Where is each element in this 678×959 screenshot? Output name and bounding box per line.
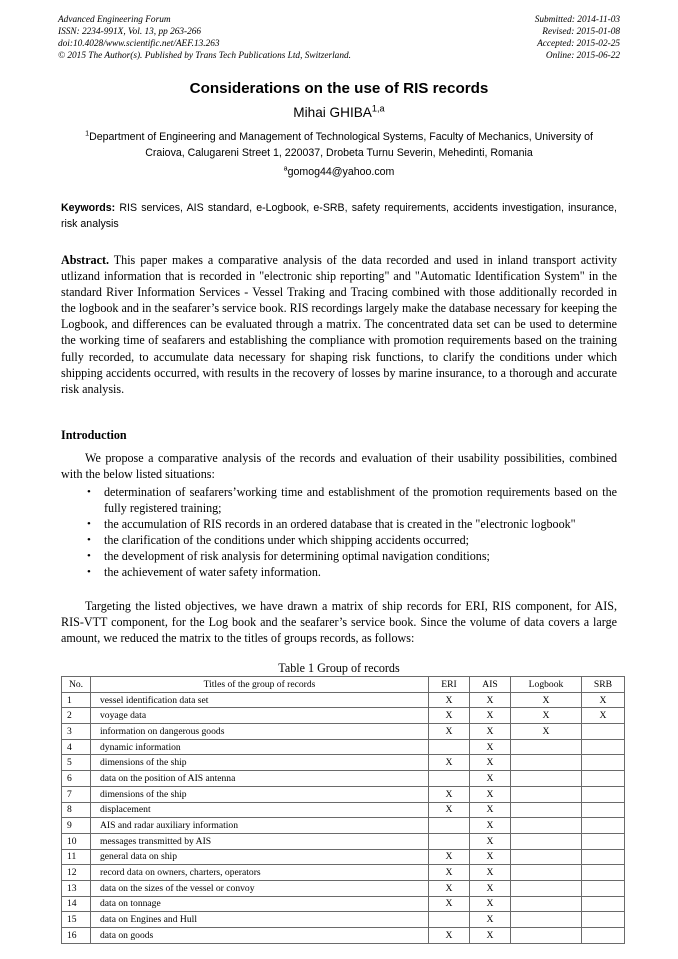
cell-logbook <box>511 771 582 787</box>
list-item: • determination of seafarers’working time and establishment of the promotion requirements based on the fully registered training; <box>61 484 617 516</box>
author-superscript: 1,a <box>371 103 385 114</box>
cell-ais: X <box>470 865 511 881</box>
cell-eri: X <box>429 755 470 771</box>
table-row <box>62 739 625 755</box>
journal-header <box>58 14 620 62</box>
cell-srb <box>582 865 625 881</box>
cell-ais: X <box>470 692 511 708</box>
cell-logbook <box>511 786 582 802</box>
table-row <box>62 755 625 771</box>
cell-no: 3 <box>62 724 91 740</box>
cell-srb <box>582 818 625 834</box>
cell-ais: X <box>470 771 511 787</box>
email-address: gomog44@yahoo.com <box>287 166 395 178</box>
cell-logbook <box>511 849 582 865</box>
table-header-row <box>62 677 625 693</box>
cell-srb <box>582 739 625 755</box>
cell-srb <box>582 724 625 740</box>
list-item: • the development of risk analysis for determining optimal navigation conditions; <box>61 548 617 564</box>
cell-eri: X <box>429 708 470 724</box>
cell-no: 16 <box>62 928 91 944</box>
cell-logbook <box>511 896 582 912</box>
introduction-bullet-list <box>61 484 617 581</box>
journal-header-right <box>535 14 620 62</box>
cell-ais: X <box>470 755 511 771</box>
cell-eri <box>429 833 470 849</box>
affiliation-line-2: University of Craiova, Calugareni Street 1, 220037, Drobeta Turnu Severin, Mehedinti, Romania <box>145 131 593 159</box>
cell-srb <box>582 755 625 771</box>
cell-no: 8 <box>62 802 91 818</box>
cell-title: dynamic information <box>91 739 429 755</box>
cell-srb <box>582 912 625 928</box>
keywords-label: Keywords: <box>61 202 116 214</box>
abstract-block <box>61 252 617 397</box>
cell-title: dimensions of the ship <box>91 755 429 771</box>
cell-no: 15 <box>62 912 91 928</box>
introduction-paragraph: We propose a comparative analysis of the records and evaluation of their usability possibilities, combined with the below listed situations: <box>61 451 617 482</box>
cell-ais: X <box>470 802 511 818</box>
table-row <box>62 771 625 787</box>
table-row <box>62 865 625 881</box>
cell-srb <box>582 849 625 865</box>
cell-ais: X <box>470 928 511 944</box>
journal-issn: ISSN: 2234-991X, Vol. 13, pp 263-266 <box>58 27 202 38</box>
cell-srb <box>582 786 625 802</box>
cell-logbook <box>511 928 582 944</box>
date-submitted: Submitted: 2014-11-03 <box>534 15 620 25</box>
cell-title: data on goods <box>91 928 429 944</box>
table-row <box>62 802 625 818</box>
cell-eri: X <box>429 928 470 944</box>
cell-ais: X <box>470 833 511 849</box>
author-line <box>0 105 678 120</box>
affiliation <box>64 130 614 161</box>
cell-no: 1 <box>62 692 91 708</box>
records-table <box>61 676 625 944</box>
table-body <box>62 692 625 943</box>
cell-title: information on dangerous goods <box>91 724 429 740</box>
cell-ais: X <box>470 739 511 755</box>
keywords-block <box>61 200 617 232</box>
cell-eri: X <box>429 692 470 708</box>
cell-no: 14 <box>62 896 91 912</box>
cell-title: dimensions of the ship <box>91 786 429 802</box>
cell-no: 7 <box>62 786 91 802</box>
cell-title: voyage data <box>91 708 429 724</box>
table-row <box>62 849 625 865</box>
cell-srb <box>582 802 625 818</box>
cell-title: messages transmitted by AIS <box>91 833 429 849</box>
column-header-srb: SRB <box>582 677 625 693</box>
cell-eri: X <box>429 849 470 865</box>
list-item: • the achievement of water safety information. <box>61 564 617 580</box>
cell-logbook <box>511 833 582 849</box>
author-name: Mihai GHIBA <box>293 105 372 120</box>
cell-srb <box>582 880 625 896</box>
cell-title: data on Engines and Hull <box>91 912 429 928</box>
cell-title: data on the sizes of the vessel or convoy <box>91 880 429 896</box>
cell-srb <box>582 896 625 912</box>
cell-no: 12 <box>62 865 91 881</box>
cell-title: record data on owners, charters, operators <box>91 865 429 881</box>
cell-srb <box>582 771 625 787</box>
journal-name: Advanced Engineering Forum <box>58 15 171 25</box>
table-row <box>62 833 625 849</box>
cell-logbook <box>511 818 582 834</box>
cell-logbook <box>511 802 582 818</box>
date-online: Online: 2015-06-22 <box>545 51 620 62</box>
cell-srb <box>582 833 625 849</box>
cell-logbook <box>511 755 582 771</box>
column-header-eri: ERI <box>429 677 470 693</box>
cell-ais: X <box>470 708 511 724</box>
table-caption: Table 1 Group of records <box>278 661 400 675</box>
abstract-text: This paper makes a comparative analysis of the data recorded and used in inland transport activity utlizand information that is recorded in "electronic ship reporting" and "Automatic Identification System" in the standard River Information Services - Vessel Traking and Tracing combined with those additionally recorded in the logbook and in the seafarer’s service book. RIS recordings largely make the database necessary for keeping the Logbook, and differences can be evaluated through a matrix. The concentrated data set can be used to determine the working time of seafarers and establishing the compliance with promotion requirements based on the training fully recorded, to accumulate data necessary for shaping risk functions, to clarify the conditions under which shipping accidents occurred, with results in the recovery of losses by marine insurance, to a thorough and accurate risk analysis. <box>61 253 618 396</box>
date-revised: Revised: 2015-01-08 <box>542 27 620 38</box>
cell-srb: X <box>582 692 625 708</box>
table-row <box>62 880 625 896</box>
cell-title: displacement <box>91 802 429 818</box>
column-header-title: Titles of the group of records <box>91 677 429 693</box>
email-marker: a <box>283 163 288 173</box>
cell-no: 13 <box>62 880 91 896</box>
cell-eri: X <box>429 802 470 818</box>
list-item: • the accumulation of RIS records in an ordered database that is created in the "electronic logbook" <box>61 516 617 532</box>
cell-no: 2 <box>62 708 91 724</box>
table-row <box>62 692 625 708</box>
cell-title: general data on ship <box>91 849 429 865</box>
page-title: Considerations on the use of RIS records <box>189 80 489 97</box>
cell-no: 6 <box>62 771 91 787</box>
table-row <box>62 896 625 912</box>
journal-header-left <box>58 14 351 62</box>
cell-eri <box>429 739 470 755</box>
author-email <box>0 163 678 178</box>
cell-logbook <box>511 880 582 896</box>
cell-logbook <box>511 739 582 755</box>
introduction-closing-paragraph: Targeting the listed objectives, we have drawn a matrix of ship records for ERI, RIS component, for AIS, RIS-VTT component, for the Log book and the seafarer’s service book. Since the volume of data covers a large amount, we reduced the matrix to the titles of groups records, as follows: <box>61 599 617 646</box>
column-header-logbook: Logbook <box>511 677 582 693</box>
cell-no: 11 <box>62 849 91 865</box>
table-row <box>62 818 625 834</box>
cell-logbook <box>511 865 582 881</box>
cell-ais: X <box>470 896 511 912</box>
cell-no: 9 <box>62 818 91 834</box>
column-header-ais: AIS <box>470 677 511 693</box>
cell-logbook <box>511 912 582 928</box>
journal-doi: doi:10.4028/www.scientific.net/AEF.13.263 <box>58 39 220 50</box>
cell-ais: X <box>470 724 511 740</box>
cell-eri <box>429 818 470 834</box>
cell-logbook: X <box>511 692 582 708</box>
table-row <box>62 708 625 724</box>
cell-no: 4 <box>62 739 91 755</box>
affiliation-marker: 1 <box>85 128 90 138</box>
cell-title: data on tonnage <box>91 896 429 912</box>
table-row <box>62 928 625 944</box>
cell-ais: X <box>470 786 511 802</box>
cell-eri <box>429 912 470 928</box>
cell-ais: X <box>470 880 511 896</box>
cell-title: AIS and radar auxiliary information <box>91 818 429 834</box>
cell-title: data on the position of AIS antenna <box>91 771 429 787</box>
cell-eri: X <box>429 865 470 881</box>
table-row <box>62 912 625 928</box>
cell-srb: X <box>582 708 625 724</box>
cell-ais: X <box>470 818 511 834</box>
table-row <box>62 786 625 802</box>
cell-eri: X <box>429 724 470 740</box>
cell-no: 10 <box>62 833 91 849</box>
cell-eri: X <box>429 896 470 912</box>
cell-logbook: X <box>511 708 582 724</box>
abstract-label: Abstract. <box>61 253 110 267</box>
introduction-heading: Introduction <box>61 428 127 442</box>
cell-ais: X <box>470 849 511 865</box>
list-item: • the clarification of the conditions under which shipping accidents occurred; <box>61 532 617 548</box>
affiliation-line-1: Department of Engineering and Management of Technological Systems, Faculty of Mechanics, <box>89 131 532 143</box>
column-header-no: No. <box>62 677 91 693</box>
cell-title: vessel identification data set <box>91 692 429 708</box>
cell-eri: X <box>429 786 470 802</box>
cell-eri: X <box>429 880 470 896</box>
table-row <box>62 724 625 740</box>
cell-logbook: X <box>511 724 582 740</box>
keywords-text: RIS services, AIS standard, e-Logbook, e-SRB, safety requirements, accidents investigation, insurance, risk analysis <box>61 202 617 230</box>
cell-srb <box>582 928 625 944</box>
cell-no: 5 <box>62 755 91 771</box>
cell-ais: X <box>470 912 511 928</box>
cell-eri <box>429 771 470 787</box>
date-accepted: Accepted: 2015-02-25 <box>537 39 620 50</box>
journal-copyright: © 2015 The Author(s). Published by Trans Tech Publications Ltd, Switzerland. <box>58 51 351 62</box>
